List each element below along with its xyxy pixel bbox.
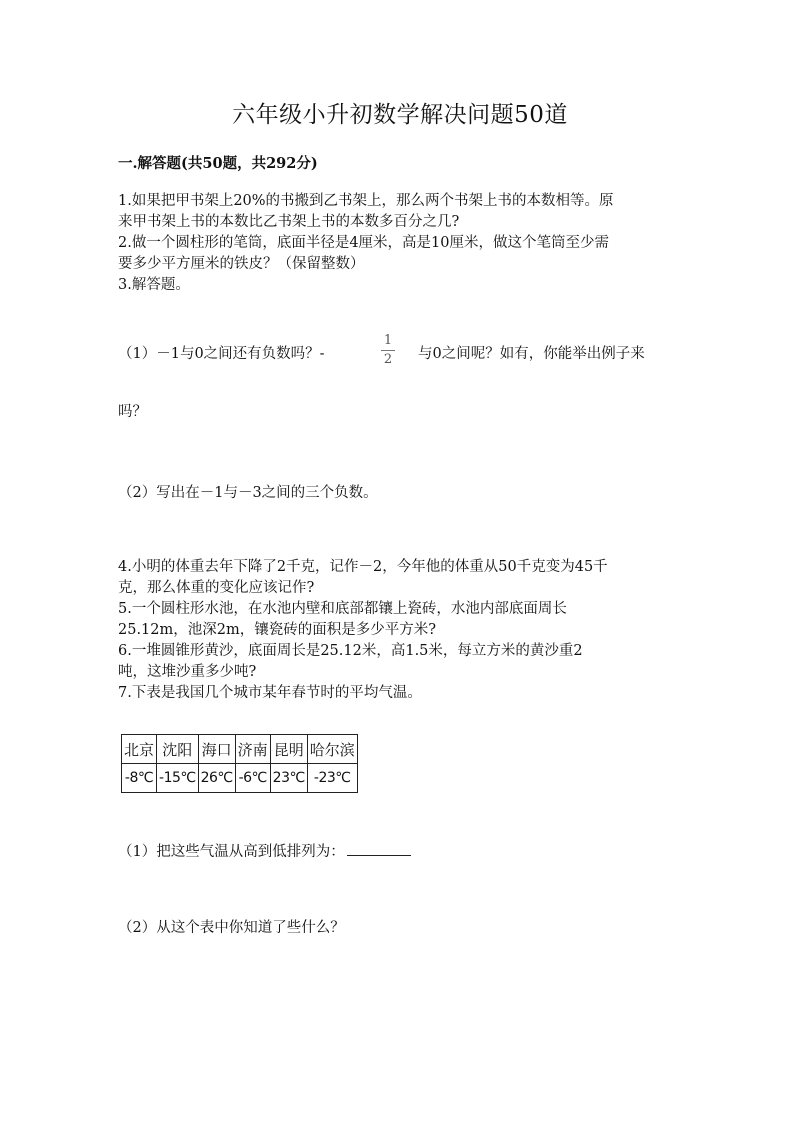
q5-line2: 25.12m，池深2m，镶瓷砖的面积是多少平方米? [118, 622, 437, 638]
section-heading: 一.解答题(共50题，共292分) [118, 155, 318, 172]
q1-line2: 来甲书架上书的本数比乙书架上书的本数多百分之几? [118, 214, 460, 230]
city-cell: 哈尔滨 [307, 735, 357, 764]
q7-part1-text: （1）把这些气温从高到低排列为： [118, 844, 345, 860]
q3-part2: （2）写出在－1与－3之间的三个负数。 [118, 485, 378, 501]
temperature-cell: -23℃ [307, 764, 357, 793]
temperature-cell: -6℃ [235, 764, 270, 793]
temperature-cell: 26℃ [198, 764, 235, 793]
q4-line1: 4.小明的体重去年下降了2千克，记作－2，今年他的体重从50千克变为45千 [118, 559, 608, 575]
temperature-cell: -15℃ [157, 764, 199, 793]
q3-line1: 3.解答题。 [118, 277, 190, 293]
q6-line2: 吨，这堆沙重多少吨? [118, 664, 257, 680]
table-header-row [122, 735, 358, 764]
page-title: 六年级小升初数学解决问题50道 [232, 102, 568, 128]
temperature-cell: -8℃ [122, 764, 157, 793]
city-cell: 昆明 [270, 735, 307, 764]
table-value-row [122, 764, 358, 793]
q2-line2: 要多少平方厘米的铁皮？（保留整数） [118, 256, 365, 272]
q3-part1-cont: 吗？ [118, 404, 147, 420]
q6-line1: 6.一堆圆锥形黄沙，底面周长是25.12米，高1.5米，每立方米的黄沙重2 [118, 643, 583, 659]
city-cell: 海口 [198, 735, 235, 764]
answer-blank [347, 841, 411, 856]
q7-part2: （2）从这个表中你知道了些什么？ [118, 920, 345, 936]
q5-line1: 5.一个圆柱形水池，在水池内壁和底部都镶上瓷砖，水池内部底面周长 [118, 601, 567, 617]
fraction-bar [381, 350, 395, 351]
city-cell: 济南 [235, 735, 270, 764]
temperature-table [121, 734, 358, 793]
fraction-denominator: 2 [383, 352, 393, 367]
q2-line1: 2.做一个圆柱形的笔筒，底面半径是4厘米，高是10厘米，做这个笔筒至少需 [118, 235, 610, 251]
temperature-cell: 23℃ [270, 764, 307, 793]
q1-line1: 1.如果把甲书架上20%的书搬到乙书架上，那么两个书架上书的本数相等。原 [118, 193, 614, 209]
q7-part1 [118, 840, 411, 861]
q7-line1: 7.下表是我国几个城市某年春节时的平均气温。 [118, 685, 422, 701]
fraction-one-half [381, 333, 395, 368]
fraction-numerator: 1 [383, 333, 393, 348]
q4-line2: 克，那么体重的变化应该记作? [118, 580, 315, 596]
q3-part1-after: 与0之间呢？如有，你能举出例子来 [418, 346, 645, 362]
city-cell: 北京 [122, 735, 157, 764]
q3-part1-before: （1）－1与0之间还有负数吗？- [118, 346, 325, 362]
city-cell: 沈阳 [157, 735, 199, 764]
